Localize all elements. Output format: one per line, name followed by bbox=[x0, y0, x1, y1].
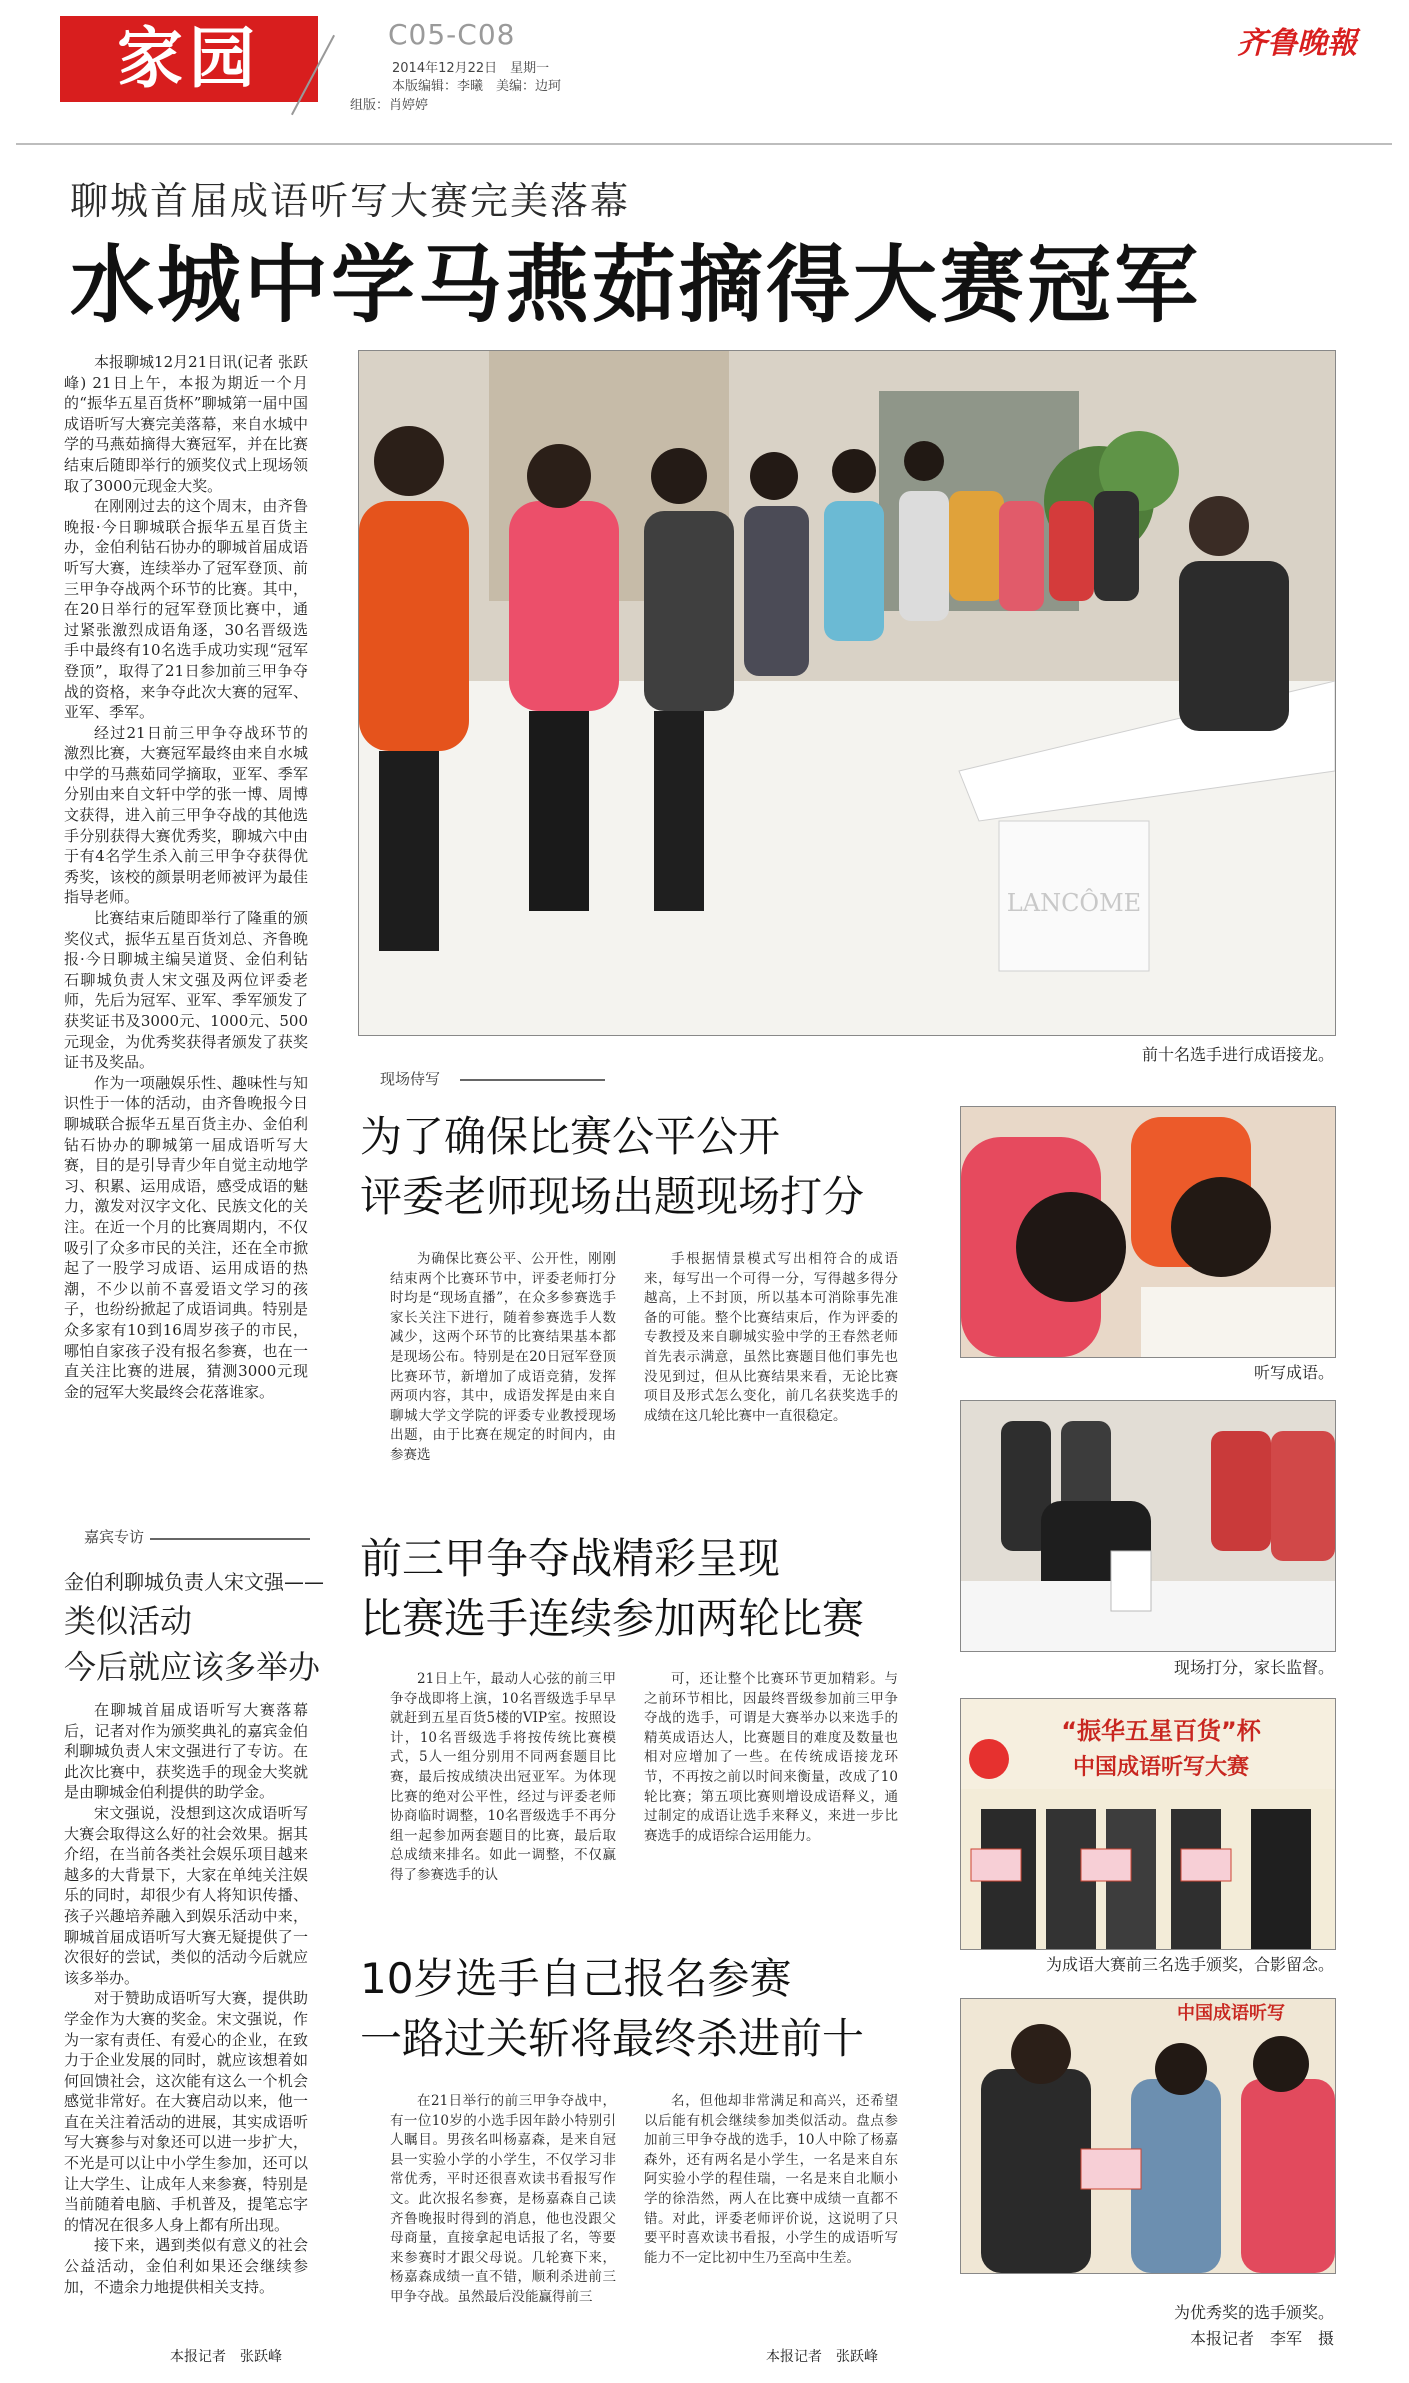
layout-line: 组版：肖婷婷 bbox=[350, 98, 429, 113]
onsite-col-1-text: 为确保比赛公平、公开性，刚刚结束两个比赛环节中，评委老师打分时均是“现场直播”，在众多参赛选手家长关注下进行，随着参赛选手人数减少，这两个环节的比赛结果基本都是现场公布。特别是在20日冠军登顶比赛环节，新增加了成语竞猜，发挥两项内容，其中，成语发挥是由来自聊城大学文学院的评委专业教授现场出题，由于比赛在规定的时间内，由参赛选 bbox=[390, 1251, 616, 1463]
interview-paragraph: 宋文强说，没想到这次成语听写大赛会取得这么好的社会效果。据其介绍，在当前各类社会娱乐项目越来越多的大背景下，大家在单纯关注娱乐的同时，却很少有人将知识传播、孩子兴趣培养融入到娱乐活动中来，聊城首届成语听写大赛无疑提供了一次很好的尝试，类似的活动今后就应该多举办。 bbox=[64, 1803, 308, 1987]
top3-title-2: 比赛选手连续参加两轮比赛 bbox=[360, 1594, 865, 1643]
onsite-col-2-text: 手根据情景模式写出相符合的成语来，每写出一个可得一分，写得越多得分越高，上不封顶，所以基本可消除事先准备的可能。整个比赛结束后，作为评委的专教授及来自聊城实验中学的王春然老师首先表示满意，虽然比赛题目他们事先也没见到过，但从比赛结果来看，无论比赛项目及形式怎么变化，前几名获奖选手的成绩在这几轮比赛中一直很稳定。 bbox=[644, 1251, 898, 1424]
onsite-title-2: 评委老师现场出题现场打分 bbox=[360, 1172, 865, 1221]
onsite-title-1: 为了确保比赛公平公开 bbox=[360, 1112, 781, 1161]
main-photo-caption: 前十名选手进行成语接龙。 bbox=[1141, 1045, 1334, 1064]
editor-line: 本版编辑：李曦 美编：边珂 bbox=[392, 79, 562, 94]
onsite-col-2 bbox=[644, 1250, 898, 1490]
onsite-tag: 现场侍写 bbox=[380, 1070, 441, 1088]
photo-credit: 本报记者 李军 摄 bbox=[1189, 2329, 1334, 2348]
excellence-banner: 中国成语听写 bbox=[1177, 2003, 1285, 2024]
main-paragraph: 本报聊城12月21日讯(记者 张跃峰) 21日上午，本报为期近一个月的“振华五星百货杯”聊城第一届中国成语听写大赛完美落幕，来自水城中学的马燕茹摘得大赛冠军，并在比赛结束后随即举行的颁奖仪式上现场领取了3000元现金大奖。 bbox=[64, 353, 308, 495]
top3-col-2-text: 可，还让整个比赛环节更加精彩。与之前环节相比，因最终晋级参加前三甲争夺战的选手，可谓是大赛举办以来选手的精英成语达人，比赛题目的难度及数量也相对应增加了一些。在传统成语接龙环节，不再按之前以时间来衡量，改成了10轮比赛；第五项比赛则增设成语释义，通过制定的成语让选手来释义，来进一步比赛选手的成语综合运用能力。 bbox=[644, 1671, 898, 1844]
interview-body bbox=[64, 1700, 308, 2344]
interview-paragraph: 对于赞助成语听写大赛，提供助学金作为大赛的奖金。宋文强说，作为一家有责任、有爱心的企业，在致力于企业发展的同时，就应该想着如何回馈社会，这次能有这么一个机会感觉非常好。在大赛启动以来，他一直在关注着活动的进展，其实成语听写大赛参与对象还可以进一步扩大，不光是可以让中小学生参加，还可以让大学生、让成年人来参赛，特别是当前随着电脑、手机普及，提笔忘字的情况在很多人身上都有所出现。 bbox=[64, 1989, 308, 2234]
ten-yo-title-2: 一路过关斩将最终杀进前十 bbox=[360, 2014, 865, 2063]
interview-tag: 嘉宾专访 bbox=[84, 1528, 145, 1546]
headline-kicker: 聊城首届成语听写大赛完美落幕 bbox=[70, 179, 631, 223]
main-photo bbox=[358, 350, 1336, 1036]
main-story bbox=[64, 352, 308, 1532]
top3-title-1: 前三甲争夺战精彩呈现 bbox=[360, 1534, 781, 1583]
photo-top3-award bbox=[960, 1698, 1336, 1950]
main-paragraph: 经过21日前三甲争夺战环节的激烈比赛，大赛冠军最终由来自水城中学的马燕茹同学摘取，亚军、季军分别由来自文轩中学的张一博、周博文获得，进入前三甲争夺战的其他选手分别获得大赛优秀奖，聊城六中由于有4名学生杀入前三甲争夺获得优秀奖，该校的颜景明老师被评为最佳指导老师。 bbox=[64, 723, 308, 907]
top3-col-1-text: 21日上午，最动人心弦的前三甲争夺战即将上演，10名晋级选手早早就赶到五星百货5楼的VIP室。按照设计，10名晋级选手将按传统比赛模式，5人一组分别用不同两套题目比赛，最后按成绩决出冠亚军。为体现比赛的绝对公平性，经过与评委老师协商临时调整，10名晋级选手不再分组一起参加两套题目的比赛，最后取总成绩来排名。如此一调整，不仅赢得了参赛选手的认 bbox=[390, 1671, 616, 1883]
main-paragraph: 在刚刚过去的这个周末，由齐鲁晚报·今日聊城联合振华五星百货主办，金伯利钻石协办的聊城首届成语听写大赛，连续举办了冠军登顶、前三甲争夺战两个环节的比赛。其中，在20日举行的冠军登顶比赛中，通过紧张激烈成语角逐，30名晋级选手中最终有10名选手成功实现“冠军登顶”，取得了21日参加前三甲争夺战的资格，来争夺此次大赛的冠军、亚军、季军。 bbox=[64, 497, 308, 722]
ten-yo-col-1-text: 在21日举行的前三甲争夺战中，有一位10岁的小选手因年龄小特别引人瞩目。男孩名叫杨嘉森，是来自冠县一实验小学的小学生，不仅学习非常优秀，平时还很喜欢读书看报写作文。此次报名参赛，是杨嘉森自己读齐鲁晚报时得到的消息，他也没跟父母商量，直接拿起电话报了名，等要来参赛时才跟父母说。几轮赛下来，杨嘉森成绩一直不错，顺利杀进前三甲争夺战。虽然最后没能赢得前三 bbox=[390, 2093, 616, 2305]
award-banner-2: 中国成语听写大赛 bbox=[1072, 1755, 1250, 1780]
section-title: 家园 bbox=[60, 16, 318, 102]
headline-title: 水城中学马燕茹摘得大赛冠军 bbox=[70, 236, 1202, 334]
onsite-col-1 bbox=[390, 1250, 616, 1490]
interview-tag-rule bbox=[150, 1538, 310, 1540]
top3-col-2 bbox=[644, 1670, 898, 1910]
ten-yo-byline: 本报记者 张跃峰 bbox=[766, 2349, 878, 2365]
onsite-tag-rule bbox=[460, 1079, 605, 1081]
photo-excellence-award bbox=[960, 1998, 1336, 2274]
newspaper-logo: 齐鲁晚報 bbox=[1237, 26, 1357, 61]
date-line: 2014年12月22日 星期一 bbox=[392, 61, 550, 76]
main-paragraph: 作为一项融娱乐性、趣味性与知识性于一体的活动，由齐鲁晚报今日聊城联合振华五星百货主办、金伯利钻石协办的聊城第一届成语听写大赛，目的是引导青少年自觉主动地学习、积累、运用成语，感受成语的魅力，激发对汉字文化、民族文化的关注。在近一个月的比赛周期内，不仅吸引了众多市民的关注，还在全市掀起了一股学习成语、运用成语的热潮，不少以前不喜爱语文学习的孩子，也纷纷掀起了成语词典。特别是众多家有10到16周岁孩子的市民，哪怕自家孩子没有报名参赛，也在一直关注比赛的进展，猜测3000元现金的冠军大奖最终会花落谁家。 bbox=[64, 1073, 308, 1401]
ten-yo-col-2-text: 名，但他却非常满足和高兴，还希望以后能有机会继续参加类似活动。盘点参加前三甲争夺战的选手，10人中除了杨嘉森外，还有两名是小学生，一名是来自东阿实验小学的程佳瑞，一名是来自北顺小学的徐浩然，两人在比赛中成绩一直都不错。对此，评委老师评价说，这说明了只要平时喜欢读书看报，小学生的成语听写能力不一定比初中生乃至高中生差。 bbox=[644, 2093, 898, 2266]
photo-scoring bbox=[960, 1400, 1336, 1652]
interview-paragraph: 接下来，遇到类似有意义的社会公益活动，金伯利如果还会继续参加，不遗余力地提供相关支持。 bbox=[64, 2236, 308, 2296]
table-brand: LANCÔME bbox=[1006, 889, 1142, 917]
main-paragraph: 比赛结束后随即举行了隆重的颁奖仪式，振华五星百货刘总、齐鲁晚报·今日聊城主编吴道贤、金伯利钻石聊城负责人宋文强及两位评委老师，先后为冠军、亚军、季军颁发了获奖证书及3000元、1000元、500元现金，为优秀奖获得者颁发了获奖证书及奖品。 bbox=[64, 909, 308, 1072]
photo-dictation-caption: 听写成语。 bbox=[1253, 1363, 1334, 1382]
interview-name: 金伯利聊城负责人宋文强—— bbox=[64, 1570, 324, 1594]
photo-top3-caption: 为成语大赛前三名选手颁奖，合影留念。 bbox=[1045, 1955, 1334, 1974]
ten-yo-title-1: 10岁选手自己报名参赛 bbox=[360, 1954, 792, 2003]
page-range: C05-C08 bbox=[388, 18, 516, 51]
award-banner: “振华五星百货”杯 bbox=[1061, 1717, 1261, 1745]
photo-scoring-caption: 现场打分，家长监督。 bbox=[1173, 1658, 1334, 1677]
interview-paragraph: 在聊城首届成语听写大赛落幕后，记者对作为颁奖典礼的嘉宾金伯利聊城负责人宋文强进行了专访。在此次比赛中，获奖选手的现金大奖就是由聊城金伯利提供的助学金。 bbox=[64, 1701, 308, 1802]
ten-yo-col-2 bbox=[644, 2092, 898, 2332]
top3-col-1 bbox=[390, 1670, 616, 1910]
interview-byline: 本报记者 张跃峰 bbox=[170, 2349, 282, 2365]
interview-title-1: 类似活动 bbox=[64, 1602, 193, 1640]
interview-title-2: 今后就应该多举办 bbox=[64, 1648, 321, 1686]
photo-dictation bbox=[960, 1106, 1336, 1358]
masthead-rule bbox=[16, 143, 1392, 145]
ten-yo-col-1 bbox=[390, 2092, 616, 2332]
photo-excellence-caption: 为优秀奖的选手颁奖。 bbox=[1173, 2303, 1334, 2322]
